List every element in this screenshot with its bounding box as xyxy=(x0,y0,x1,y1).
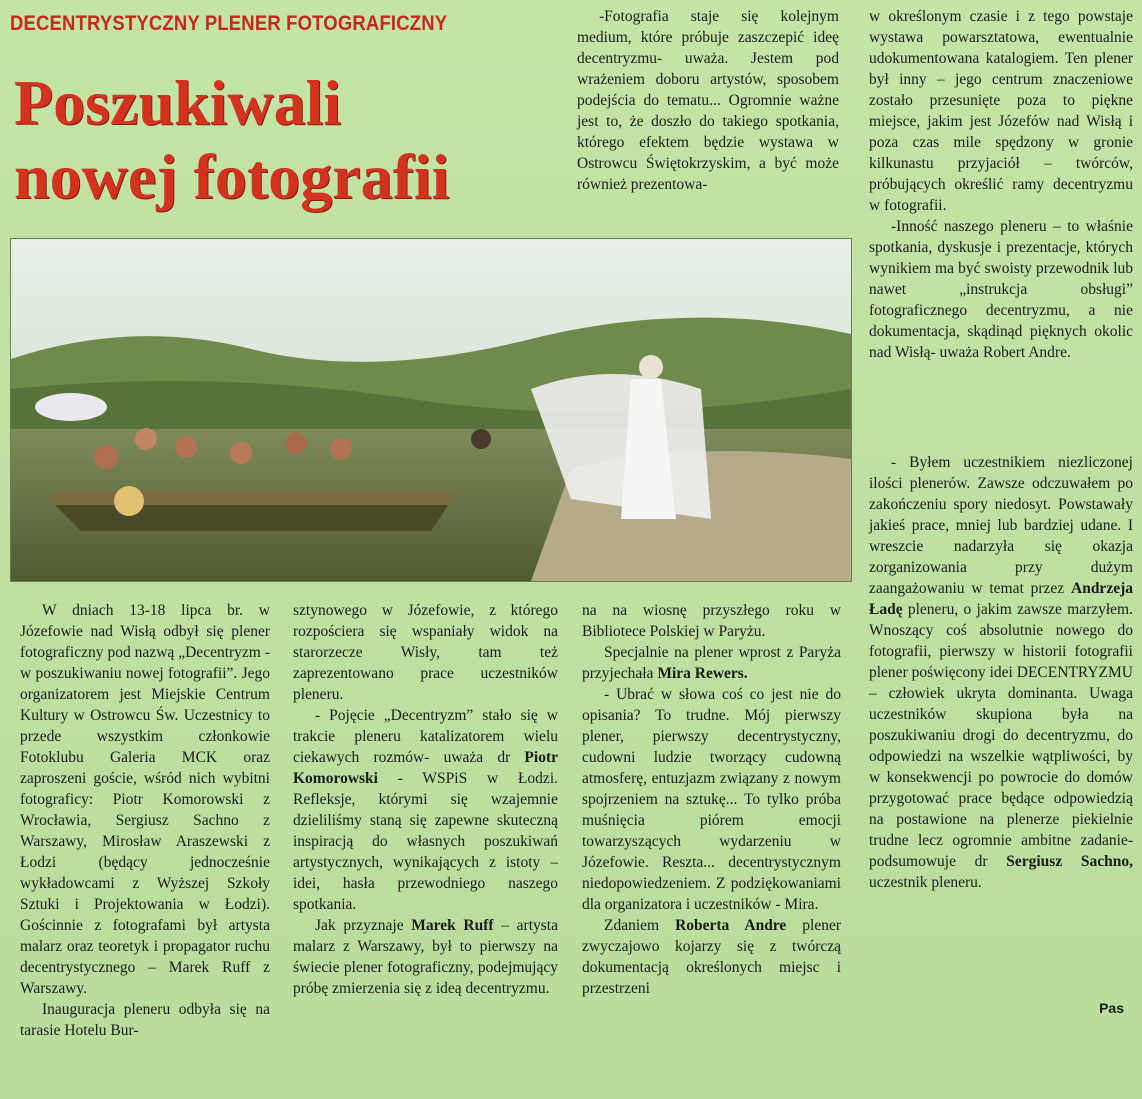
column-top-2 xyxy=(577,6,839,195)
author-signature: Pas xyxy=(1099,1000,1124,1016)
article-photo xyxy=(10,238,852,582)
person-name: Roberta Andre xyxy=(675,917,787,934)
paragraph: W dniach 13-18 lipca br. w Józefowie nad Wisłą odbył się plener fotograficzny pod nazwą „Decentryzm - w poszukiwaniu nowej fotografii”. Jego organizatorem jest Miejskie Centrum Kultury w Ostrowcu Św. Uczestnicy to przede wszystkim członkowie Fotoklubu Galeria MCK oraz zaproszeni goście, wśród nich wybitni fotograficy: Piotr Komorowski z Wrocławia, Sergiusz Sachno z Warszawy, Mirosław Araszewski z Łodzi (będący jednocześnie wykładowcami z Wyższej Szkoły Sztuki i Projektowania w Łodzi). Gościnnie z fotografami był artysta malarz oraz teoretyk i propagator ruchu decentrystycznego – Marek Ruff z Warszawy. xyxy=(20,602,270,997)
text-run: plener zwyczajowo kojarzy się z twórczą dokumentacją określonych miejsc i przestrzeni xyxy=(582,917,842,997)
text-run: pleneru, o jakim zawsze marzyłem. Wnoszący coś absolutnie nowego do fotografii, pierwszy w historii fotografii plener poświęcony idei DECENTRYZMU – człowiek ukryta dominanta. Uwaga uczestników skupiona była na poszukiwaniu drogi do decentryzmu, do odpowiedzi na wszelkie wątpliwości, by w konsekwencji po powrocie do domów przygotować prace będące odpowiedzią na postawione na plenerze piekielnie trudne lecz ogromnie ambitne zadanie- podsumowuje dr xyxy=(869,601,1133,870)
paragraph: -Inność naszego pleneru – to właśnie spotkania, dyskusje i prezentacje, których wynikiem ma być swoisty przewodnik lub nawet „instrukcja obsługi” fotograficznego decentryzmu, a nie dokumentacja, skądinąd pięknych okolic nad Wisłą- uważa Robert Andre. xyxy=(869,218,1133,361)
paragraph: -Fotografia staje się kolejnym medium, które próbuje zaszczepić ideę decentryzmu- uważa. Jestem pod wrażeniem doboru artystów, sposobem podejścia do tematu... Ogromnie ważne jest to, że doszło do takiego spotkania, którego efektem będzie wystawa w Ostrowcu Świętokrzyskim, a być może również prezentowa- xyxy=(577,8,839,193)
paragraph xyxy=(582,915,841,999)
person-name: Andrzeja Ładę xyxy=(869,580,1133,618)
paragraph xyxy=(293,705,558,915)
column-bottom-1 xyxy=(20,600,270,1041)
headline-line-2: nowej fotografii xyxy=(14,141,450,212)
column-bottom-2 xyxy=(293,600,558,999)
text-run: - Pojęcie „Decentryzm” stało się w trakcie pleneru katalizatorem wielu ciekawych rozmów- uważa dr xyxy=(293,707,558,766)
paragraph xyxy=(869,452,1133,893)
text-run: Zdaniem xyxy=(604,917,676,934)
text-run: Jak przyznaje xyxy=(315,917,412,934)
text-run: uczestnik pleneru. xyxy=(869,874,982,891)
column-top-3 xyxy=(869,6,1133,363)
photo-boat-on-river xyxy=(11,239,851,581)
text-run: Specjalnie na plener wprost z Paryża przyjechała xyxy=(582,644,841,682)
person-name: Sergiusz Sachno, xyxy=(1006,853,1133,870)
text-run: – artysta malarz z Warszawy, był to pierwszy na świecie plener fotograficzny, podejmujący próbę zmierzenia się z ideą decentryzmu. xyxy=(293,917,558,997)
paragraph: sztynowego w Józefowie, z którego rozpościera się wspaniały widok na starorzecze Wisły, tam też zaprezentowano prace uczestników pleneru. xyxy=(293,602,558,703)
person-name: Piotr Komorowski xyxy=(293,749,558,787)
article-headline xyxy=(14,66,594,214)
section-kicker: DECENTRYSTYCZNY PLENER FOTOGRAFICZNY xyxy=(10,12,448,35)
person-name: Marek Ruff xyxy=(411,917,494,934)
paragraph: - Ubrać w słowa coś co jest nie do opisania? To trudne. Mój pierwszy plener, pierwszy decentrystyczny, cudowni ludzie tworzący cudowną atmosferę, entuzjazm związany z nowym spojrzeniem na sztukę... To tylko próba muśnięcia piórem emocji towarzyszących wydarzeniu w Józefowie. Reszta... decentrystycznym niedopowiedzeniem. Z podziękowaniami dla organizatora i uczestników - Mira. xyxy=(582,686,841,913)
text-run: - Byłem uczestnikiem niezliczonej ilości plenerów. Zawsze odczuwałem po zakończeniu spory niedosyt. Powstawały jakieś prace, mniej lub bardziej udane. I wreszcie nadarzyła się okazja zorganizowania przy dużym zaangażowaniu w temat przez xyxy=(869,454,1133,597)
text-run: - WSPiS w Łodzi. Refleksje, którymi się wzajemnie dzieliliśmy staną się zapewne skuteczną inspiracją do własnych poszukiwań artystycznych, wynikających z istoty – idei, hasła przewodniego naszego spotkania. xyxy=(293,770,558,913)
paragraph xyxy=(293,915,558,999)
paragraph: na na wiosnę przyszłego roku w Bibliotece Polskiej w Paryżu. xyxy=(582,602,841,640)
paragraph: w określonym czasie i z tego powstaje wystawa powarsztatowa, ewentualnie udokumentowana katalogiem. Ten plener był inny – jego centrum znaczeniowe zostało przesunięte poza to piękne miejsce, jakim jest Józefów nad Wisłą i poza czas mile spędzony w gronie kilkunastu przyjaciół – twórców, próbujących określić ramy decentryzmu w fotografii. xyxy=(869,8,1133,214)
paragraph: Inauguracja pleneru odbyła się na tarasie Hotelu Bur- xyxy=(20,1001,270,1039)
person-name: Mira Rewers. xyxy=(657,665,748,682)
paragraph xyxy=(582,642,841,684)
column-bottom-4 xyxy=(869,452,1133,893)
headline-line-1: Poszukiwali xyxy=(14,67,342,138)
column-bottom-3 xyxy=(582,600,841,999)
